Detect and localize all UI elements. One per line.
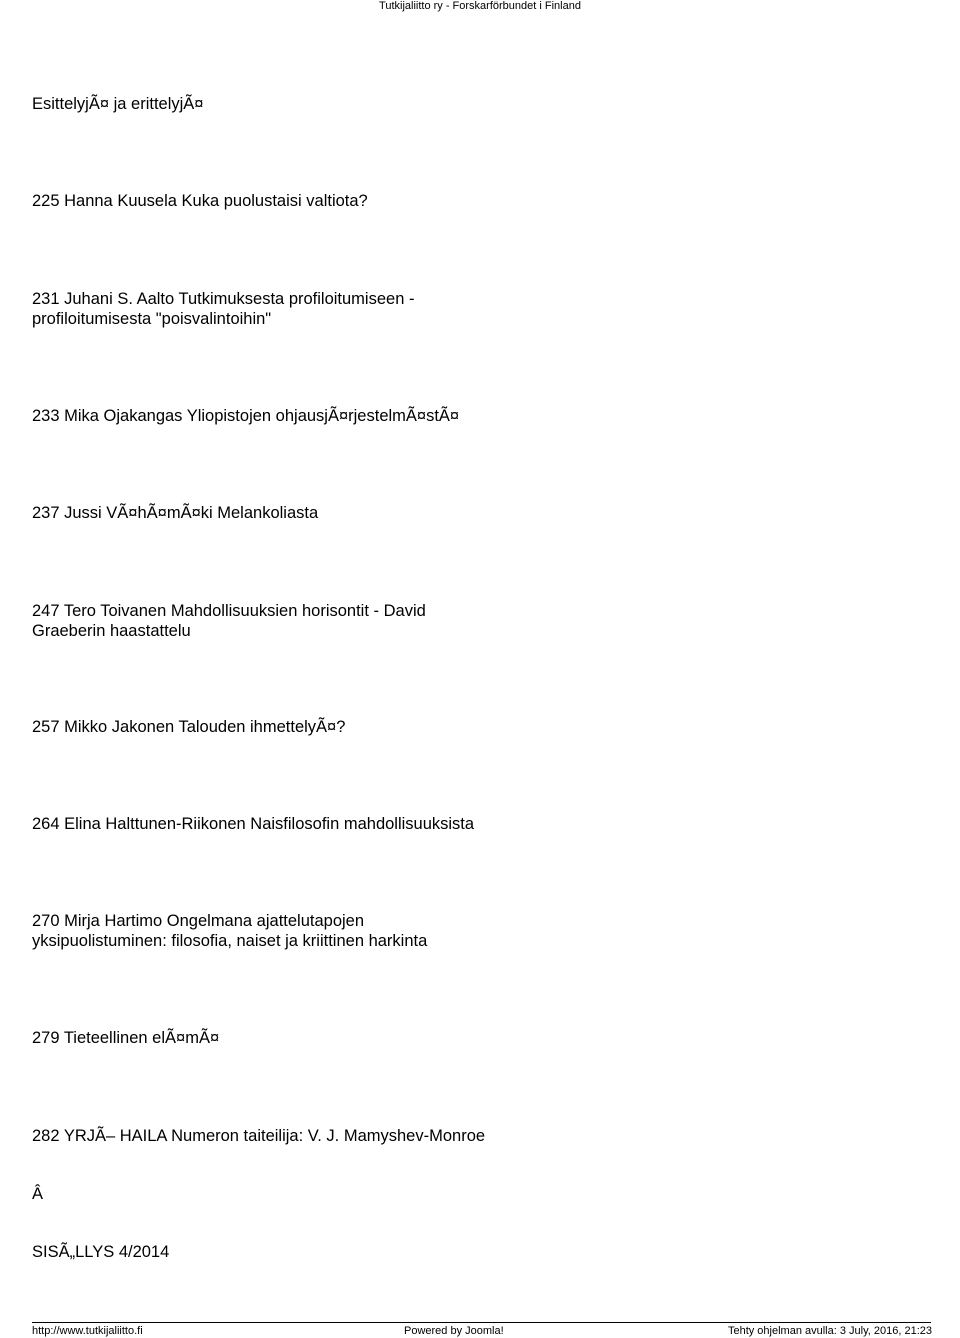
toc-entry-257: 257 Mikko Jakonen Talouden ihmettelyÃ¤? — [32, 718, 346, 736]
toc-entry-231: 231 Juhani S. Aalto Tutkimuksesta profiloitumiseen - profiloitumisesta "poisvalintoihin" — [32, 290, 415, 328]
site-title: Tutkijaliitto ry - Forskarförbundet i Finland — [379, 0, 581, 12]
stray-character: Â — [32, 1185, 44, 1203]
footer-divider — [32, 1322, 931, 1323]
toc-entry-225: 225 Hanna Kuusela Kuka puolustaisi valtiota? — [32, 192, 368, 210]
footer-powered-by: Powered by Joomla! — [404, 1325, 504, 1337]
issue-contents-title: SISÃ„LLYS 4/2014 — [32, 1243, 170, 1261]
footer-generated-date: Tehty ohjelman avulla: 3 July, 2016, 21:23 — [727, 1325, 932, 1337]
toc-entry-282: 282 YRJÃ– HAILA Numeron taiteilija: V. J. Mamyshev-Monroe — [32, 1127, 486, 1145]
toc-entry-279: 279 Tieteellinen elÃ¤mÃ¤ — [32, 1029, 220, 1047]
toc-entry-237: 237 Jussi VÃ¤hÃ¤mÃ¤ki Melankoliasta — [32, 504, 319, 522]
toc-entry-270: 270 Mirja Hartimo Ongelmana ajattelutapojen yksipuolistuminen: filosofia, naiset ja kriittinen harkinta — [32, 912, 428, 950]
toc-entry-233: 233 Mika Ojakangas Yliopistojen ohjausjÃ¤rjestelmÃ¤stÃ¤ — [32, 407, 460, 425]
section-heading-presentations: EsittelyjÃ¤ ja erittelyjÃ¤ — [32, 95, 204, 113]
toc-entry-247: 247 Tero Toivanen Mahdollisuuksien horisontit - David Graeberin haastattelu — [32, 602, 426, 640]
footer-site-url[interactable]: http://www.tutkijaliitto.fi — [32, 1325, 143, 1337]
toc-entry-264: 264 Elina Halttunen-Riikonen Naisfilosofin mahdollisuuksista — [32, 815, 475, 833]
